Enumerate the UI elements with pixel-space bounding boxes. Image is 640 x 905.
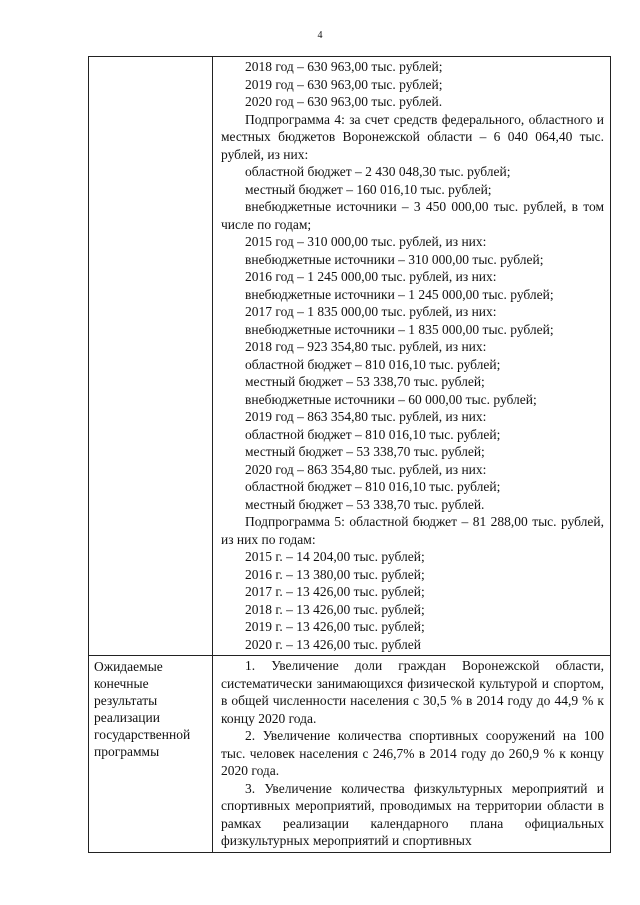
budget-line: областной бюджет – 810 016,10 тыс. рублей; (245, 479, 501, 494)
year-line: 2019 год – 630 963,00 тыс. рублей; (245, 76, 443, 92)
funding-value-cell (213, 57, 611, 656)
budget-line: внебюджетные источники – 310 000,00 тыс. рублей; (245, 251, 544, 267)
year-line: 2019 год – 863 354,80 тыс. рублей, из них: (245, 409, 487, 424)
year-line: 2018 год – 923 354,80 тыс. рублей, из них: (245, 339, 487, 354)
budget-line: областной бюджет – 810 016,10 тыс. рублей; (245, 356, 501, 372)
year-line: 2017 г. – 13 426,00 тыс. рублей; (245, 584, 425, 599)
results-label-line: Ожидаемые (94, 659, 163, 674)
results-label-cell (89, 656, 213, 853)
results-label-line: конечные (94, 676, 149, 691)
year-line: 2020 год – 630 963,00 тыс. рублей. (245, 94, 443, 109)
extrabudgetary-paragraph: внебюджетные источники – 3 450 000,00 тыс. рублей, в том числе по годам; (221, 199, 604, 232)
results-label-line: программы (94, 744, 160, 759)
subprogram-5-paragraph: Подпрограмма 5: областной бюджет – 81 288,00 тыс. рублей, из них по годам: (221, 514, 604, 547)
budget-line: местный бюджет – 160 016,10 тыс. рублей; (245, 181, 492, 197)
results-label-line: результаты (94, 693, 158, 708)
page-number: 4 (317, 30, 323, 41)
funding-row (89, 57, 611, 656)
budget-line: областной бюджет – 2 430 048,30 тыс. рублей; (245, 164, 511, 179)
year-line: 2019 г. – 13 426,00 тыс. рублей; (245, 619, 425, 634)
result-paragraph: 2. Увеличение количества спортивных сооружений на 100 тыс. человек населения с 246,7% в 2014 году до 260,9 % к концу 2020 года. (221, 728, 604, 778)
result-paragraph: 1. Увеличение доли граждан Воронежской области, систематически занимающихся физической культурой и спортом, в общей численности населения с 30,5 % в 2014 году до 44,9 % к концу 2020 года. (221, 658, 604, 726)
budget-line: внебюджетные источники – 1 245 000,00 тыс. рублей; (245, 286, 554, 302)
subprogram-4-paragraph: Подпрограмма 4: за счет средств федерального, областного и местных бюджетов Воронежской области – 6 040 064,40 тыс. рублей, из них: (221, 111, 604, 162)
year-line: 2016 год – 1 245 000,00 тыс. рублей, из них: (245, 269, 497, 284)
year-line: 2017 год – 1 835 000,00 тыс. рублей, из них: (245, 304, 497, 319)
budget-line: областной бюджет – 810 016,10 тыс. рублей; (245, 426, 501, 442)
year-line: 2018 год – 630 963,00 тыс. рублей; (245, 59, 443, 74)
results-label-line: государственной (94, 727, 191, 742)
results-row (89, 656, 611, 853)
year-line: 2016 г. – 13 380,00 тыс. рублей; (245, 566, 425, 582)
budget-line: местный бюджет – 53 338,70 тыс. рублей; (245, 444, 485, 459)
results-value-cell (213, 656, 611, 853)
year-line: 2015 год – 310 000,00 тыс. рублей, из них: (245, 234, 487, 249)
result-paragraph: 3. Увеличение количества физкультурных мероприятий и спортивных мероприятий, проводимых на территории области в рамках реализации календарного плана официальных физкультурных мероприятий и спортивных (221, 780, 604, 848)
funding-label-cell (89, 57, 213, 656)
budget-line: местный бюджет – 53 338,70 тыс. рублей; (245, 374, 485, 389)
year-line: 2020 год – 863 354,80 тыс. рублей, из них: (245, 461, 487, 477)
budget-line: внебюджетные источники – 1 835 000,00 тыс. рублей; (245, 321, 554, 337)
year-line: 2020 г. – 13 426,00 тыс. рублей (245, 636, 421, 652)
budget-line: местный бюджет – 53 338,70 тыс. рублей. (245, 496, 485, 512)
results-label-line: реализации (94, 710, 160, 725)
passport-table (88, 56, 611, 853)
year-line: 2015 г. – 14 204,00 тыс. рублей; (245, 549, 425, 564)
budget-line: внебюджетные источники – 60 000,00 тыс. рублей; (245, 391, 537, 407)
year-line: 2018 г. – 13 426,00 тыс. рублей; (245, 601, 425, 617)
